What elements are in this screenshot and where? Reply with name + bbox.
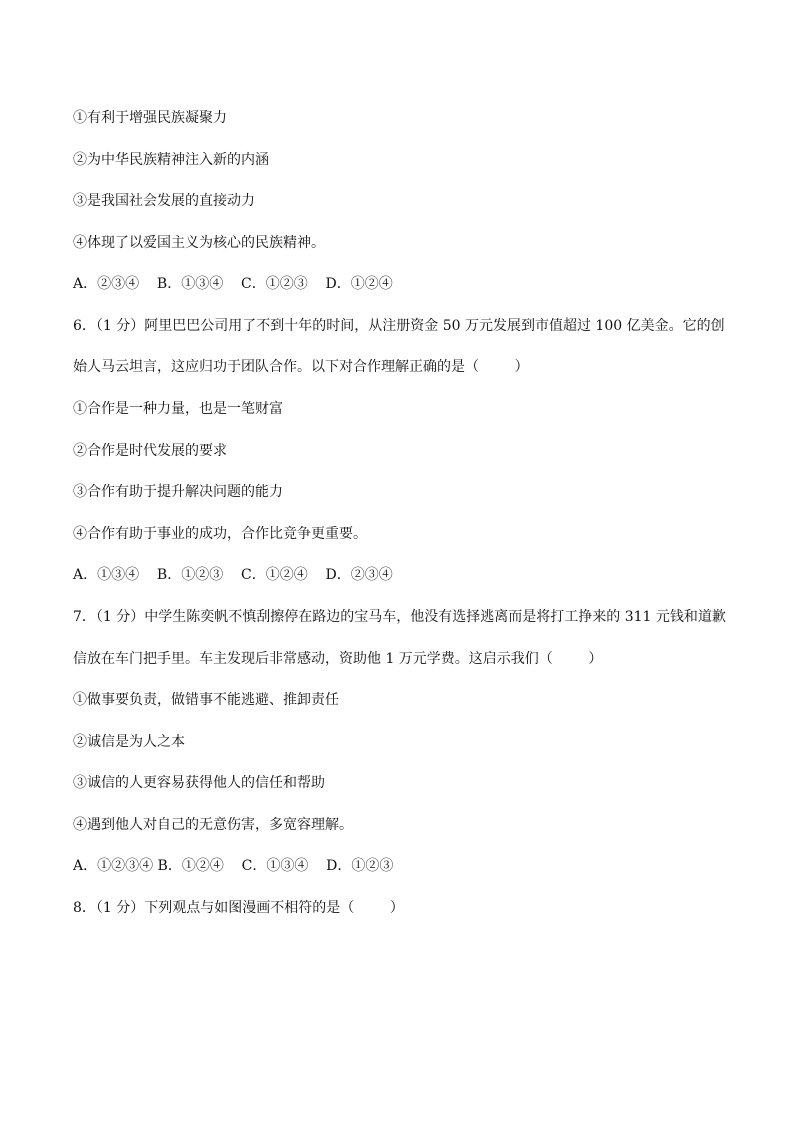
q8-stem-line-1: 8．（1 分）下列观点与如图漫画不相符的是（ ） bbox=[73, 900, 404, 916]
q7-item-4: ④遇到他人对自己的无意伤害，多宽容理解。 bbox=[73, 817, 353, 833]
q6-item-2: ②合作是时代发展的要求 bbox=[73, 443, 227, 459]
q5-item-2: ②为中华民族精神注入新的内涵 bbox=[73, 152, 269, 168]
q6-item-1: ①合作是一种力量，也是一笔财富 bbox=[73, 401, 283, 417]
q7-stem-line-2: 信放在车门把手里。车主发现后非常感动，资助他 1 万元学费。这启示我们（ ） bbox=[73, 651, 603, 667]
q7-item-2: ②诚信是为人之本 bbox=[73, 734, 185, 750]
q6-stem-line-2: 始人马云坦言，这应归功于团队合作。以下对合作理解正确的是（ ） bbox=[73, 359, 529, 375]
q7-item-1: ①做事要负责，做错事不能逃避、推卸责任 bbox=[73, 692, 339, 708]
q5-item-3: ③是我国社会发展的直接动力 bbox=[73, 193, 255, 209]
q7-answer-options: A．①②③④ B．①②④ C．①③④ D．①②③ bbox=[73, 858, 394, 874]
q7-item-3: ③诚信的人更容易获得他人的信任和帮助 bbox=[73, 775, 325, 791]
q6-item-3: ③合作有助于提升解决问题的能力 bbox=[73, 484, 283, 500]
q7-stem-line-1: 7．（1 分）中学生陈奕帆不慎刮擦停在路边的宝马车，他没有选择逃离而是将打工挣来的 311 元钱和道歉 bbox=[73, 609, 726, 625]
q6-answer-options: A．①③④ B．①②③ C．①②④ D．②③④ bbox=[73, 567, 393, 583]
q5-answer-options: A．②③④ B．①③④ C．①②③ D．①②④ bbox=[73, 276, 393, 292]
q5-item-1: ①有利于增强民族凝聚力 bbox=[73, 110, 227, 126]
q6-stem-line-1: 6．（1 分）阿里巴巴公司用了不到十年的时间，从注册资金 50 万元发展到市值超过 100 亿美金。它的创 bbox=[73, 318, 725, 334]
q6-item-4: ④合作有助于事业的成功，合作比竞争更重要。 bbox=[73, 526, 367, 542]
q5-item-4: ④体现了以爱国主义为核心的民族精神。 bbox=[73, 235, 325, 251]
